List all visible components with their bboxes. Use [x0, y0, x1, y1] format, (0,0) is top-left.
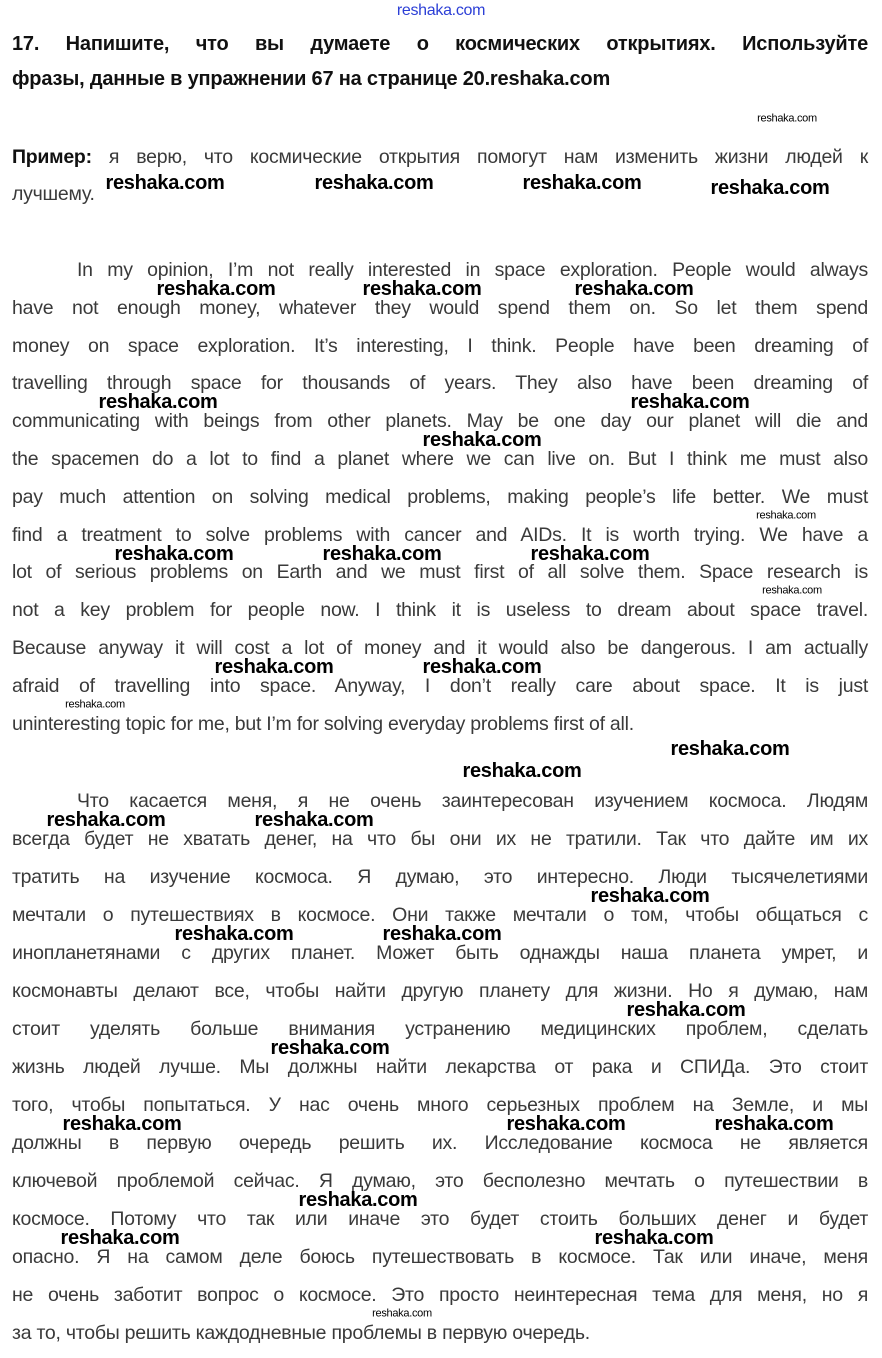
- example-label: Пример:: [12, 146, 92, 168]
- watermark: reshaka.com: [590, 885, 710, 907]
- russian-text-line: всегда будет не хватать денег, на что бы они их не тратили. Так что дайте им их: [12, 828, 868, 850]
- english-text-line: the spacemen do a lot to find a planet where we can live on. But I think me must also: [12, 448, 868, 470]
- example-line-2: лучшему.: [12, 183, 95, 205]
- russian-text-line: не очень заботит вопрос о космосе. Это просто неинтересная тема для меня, но я: [12, 1284, 868, 1306]
- russian-text-line: Что касается меня, я не очень заинтересован изучением космоса. Людям: [77, 790, 868, 812]
- english-text-line: In my opinion, I’m not really interested in space exploration. People would always: [77, 259, 868, 281]
- russian-text-line: космонавты делают все, чтобы найти другую планету для жизни. Но я думаю, нам: [12, 980, 868, 1002]
- watermark: reshaka.com: [174, 923, 294, 945]
- watermark: reshaka.com: [710, 177, 830, 199]
- watermark: reshaka.com: [322, 543, 442, 565]
- watermark: reshaka.com: [362, 278, 482, 300]
- english-text-line: afraid of travelling into space. Anyway, I don’t really care about space. It is just: [12, 674, 868, 697]
- watermark: reshaka.com: [757, 112, 817, 125]
- watermark: reshaka.com: [114, 543, 234, 565]
- watermark: reshaka.com: [574, 278, 694, 300]
- russian-text-line: тратить на изучение космоса. Я думаю, это интересно. Люди тысячелетиями: [12, 866, 868, 888]
- russian-text-line: за то, чтобы решить каждодневные проблемы в первую очередь.: [12, 1322, 590, 1344]
- russian-text-line: инопланетянами с других планет. Может быть однажды наша планета умрет, и: [12, 942, 868, 964]
- watermark: reshaka.com: [396, 2, 486, 19]
- russian-text-line: жизнь людей лучше. Мы должны найти лекарства от рака и СПИДа. Это стоит: [12, 1056, 868, 1078]
- watermark: reshaka.com: [382, 923, 502, 945]
- watermark: reshaka.com: [630, 391, 750, 413]
- russian-text-line: ключевой проблемой сейчас. Я думаю, это бесполезно мечтать о путешествии в: [12, 1170, 868, 1192]
- task-title-line-2: фразы, данные в упражнении 67 на странице 20.reshaka.com: [12, 68, 611, 90]
- watermark: reshaka.com: [462, 760, 582, 782]
- watermark: reshaka.com: [506, 1113, 626, 1135]
- watermark: reshaka.com: [214, 656, 334, 678]
- english-text-line: Because anyway it will cost a lot of money and it would also be dangerous. I am actually: [12, 637, 868, 659]
- watermark: reshaka.com: [270, 1037, 390, 1059]
- english-text-line: not a key problem for people now. I think it is useless to dream about space travel.: [12, 599, 868, 622]
- english-text-line: pay much attention on solving medical problems, making people’s life better. We must: [12, 485, 868, 508]
- watermark: reshaka.com: [65, 698, 125, 711]
- watermark: reshaka.com: [594, 1227, 714, 1249]
- watermark: reshaka.com: [670, 738, 790, 760]
- watermark: reshaka.com: [60, 1227, 180, 1249]
- english-text-line: communicating with beings from other planets. May be one day our planet will die and: [12, 410, 868, 433]
- english-text-line: travelling through space for thousands of years. They also have been dreaming of: [12, 372, 868, 395]
- russian-text-line: космосе. Потому что так или иначе это будет стоить больших денег и будет: [12, 1208, 868, 1230]
- watermark: reshaka.com: [105, 172, 225, 194]
- watermark: reshaka.com: [314, 172, 434, 194]
- russian-text-line: мечтали о путешествиях в космосе. Они также мечтали о том, чтобы общаться с: [12, 904, 868, 926]
- watermark: reshaka.com: [156, 278, 276, 300]
- watermark: reshaka.com: [762, 584, 822, 597]
- english-text-line: money on space exploration. It’s interesting, I think. People have been dreaming of: [12, 334, 868, 357]
- watermark: reshaka.com: [422, 429, 542, 451]
- watermark: reshaka.com: [530, 543, 650, 565]
- english-text-line: find a treatment to solve problems with cancer and AIDs. It is worth trying. We have a: [12, 523, 868, 546]
- english-text-line: have not enough money, whatever they would spend them on. So let them spend: [12, 296, 868, 319]
- watermark: reshaka.com: [62, 1113, 182, 1135]
- russian-text-line: должны в первую очередь решить их. Исследование космоса не является: [12, 1132, 868, 1154]
- watermark: reshaka.com: [626, 999, 746, 1021]
- watermark: reshaka.com: [714, 1113, 834, 1135]
- watermark: reshaka.com: [422, 656, 542, 678]
- example-text: я верю, что космические открытия помогут нам изменить жизни людей к: [108, 146, 869, 168]
- watermark: reshaka.com: [522, 172, 642, 194]
- watermark: reshaka.com: [98, 391, 218, 413]
- russian-text-line: опасно. Я на самом деле боюсь путешествовать в космосе. Так или иначе, меня: [12, 1246, 868, 1268]
- russian-text-line: стоит уделять больше внимания устранению медицинских проблем, сделать: [12, 1018, 868, 1040]
- task-title-line-1: 17. Напишите, что вы думаете о космических открытиях. Используйте: [12, 33, 868, 55]
- watermark: reshaka.com: [46, 809, 166, 831]
- watermark: reshaka.com: [298, 1189, 418, 1211]
- example-line-1: [12, 145, 868, 169]
- english-text-line: uninteresting topic for me, but I’m for solving everyday problems first of all.: [12, 712, 634, 735]
- watermark: reshaka.com: [372, 1307, 432, 1320]
- watermark: reshaka.com: [756, 509, 816, 522]
- english-text-line: lot of serious problems on Earth and we must first of all solve them. Space research is: [12, 561, 868, 584]
- watermark: reshaka.com: [254, 809, 374, 831]
- russian-text-line: того, чтобы попытаться. У нас очень много серьезных проблем на Земле, и мы: [12, 1094, 868, 1116]
